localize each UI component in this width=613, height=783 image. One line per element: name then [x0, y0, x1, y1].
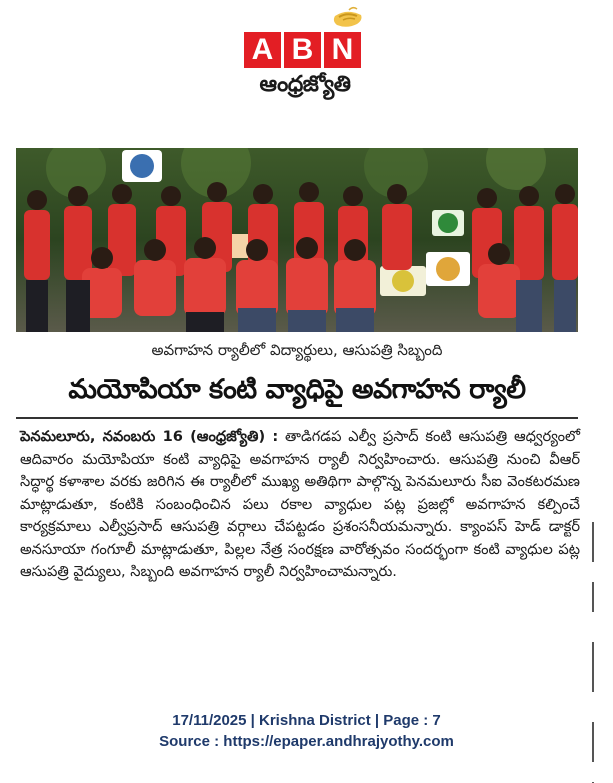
logo-letter-b: B [284, 32, 321, 68]
footer-edition-info: 17/11/2025 | Krishna District | Page : 7 [172, 712, 441, 729]
coffee-cup-logo-icon [327, 6, 367, 32]
abn-logo [244, 32, 361, 68]
rally-photo-image [16, 148, 578, 332]
footer-source: Source : https://epaper.andhrajyothy.com [159, 733, 454, 750]
dateline: పెనమలూరు, నవంబరు 16 (ఆంధ్రజ్యోతి) : [20, 428, 279, 445]
masthead [230, 6, 380, 102]
article-body-text: తాడిగడప ఎల్వీ ప్రసాద్ కంటి ఆసుపత్రి ఆధ్వర్యంలో ఆదివారం మయోపియా కంటి వ్యాధిపై అవగాహన ర్యాలీ నిర్వహించారు. ఆసుపత్రి నుంచి వీఆర్ సిద్ధార్థ కళాశాల వరకు జరిగిన ఈ ర్యాలీలో ముఖ్య అతిథిగా పాల్గొన్న పెనమలూరు సీఐ వెంకటరమణ మాట్లాడుతూ, కంటికి సంబంధించిన పలు రకాల వ్యాధుల పట్ల ప్రజల్లో అవగాహన కల్పించే కార్యక్రమాలు ఎల్వీప్రసాద్ ఆసుపత్రి వర్గాలు చేపట్టడం ప్రశంసనీయమన్నారు. క్యాంపస్ హెడ్ డాక్టర్ అనసూయా గంగూలీ మాట్లాడుతూ, పిల్లల నేత్ర సంరక్షణ వారోత్సవం సందర్భంగా కంటి వ్యాధుల పట్ల ఆసుపత్రి వైద్యులు, సిబ్బంది అవగాహన ర్యాలీ నిర్వహించామన్నారు. [20, 428, 580, 580]
headline: మయోపియా కంటి వ్యాధిపై అవగాహన ర్యాలీ [68, 374, 526, 405]
photo-caption: అవగాహన ర్యాలీలో విద్యార్థులు, ఆసుపత్రి సిబ్బంది [151, 341, 443, 359]
rally-photo [16, 148, 578, 332]
logo-letter-n: N [324, 32, 361, 68]
article-body [20, 426, 580, 584]
news-clipping [14, 142, 600, 682]
headline-divider [16, 417, 578, 419]
logo-letter-a: A [244, 32, 281, 68]
paper-name: ఆంధ్రజ్యోతి [259, 72, 351, 97]
